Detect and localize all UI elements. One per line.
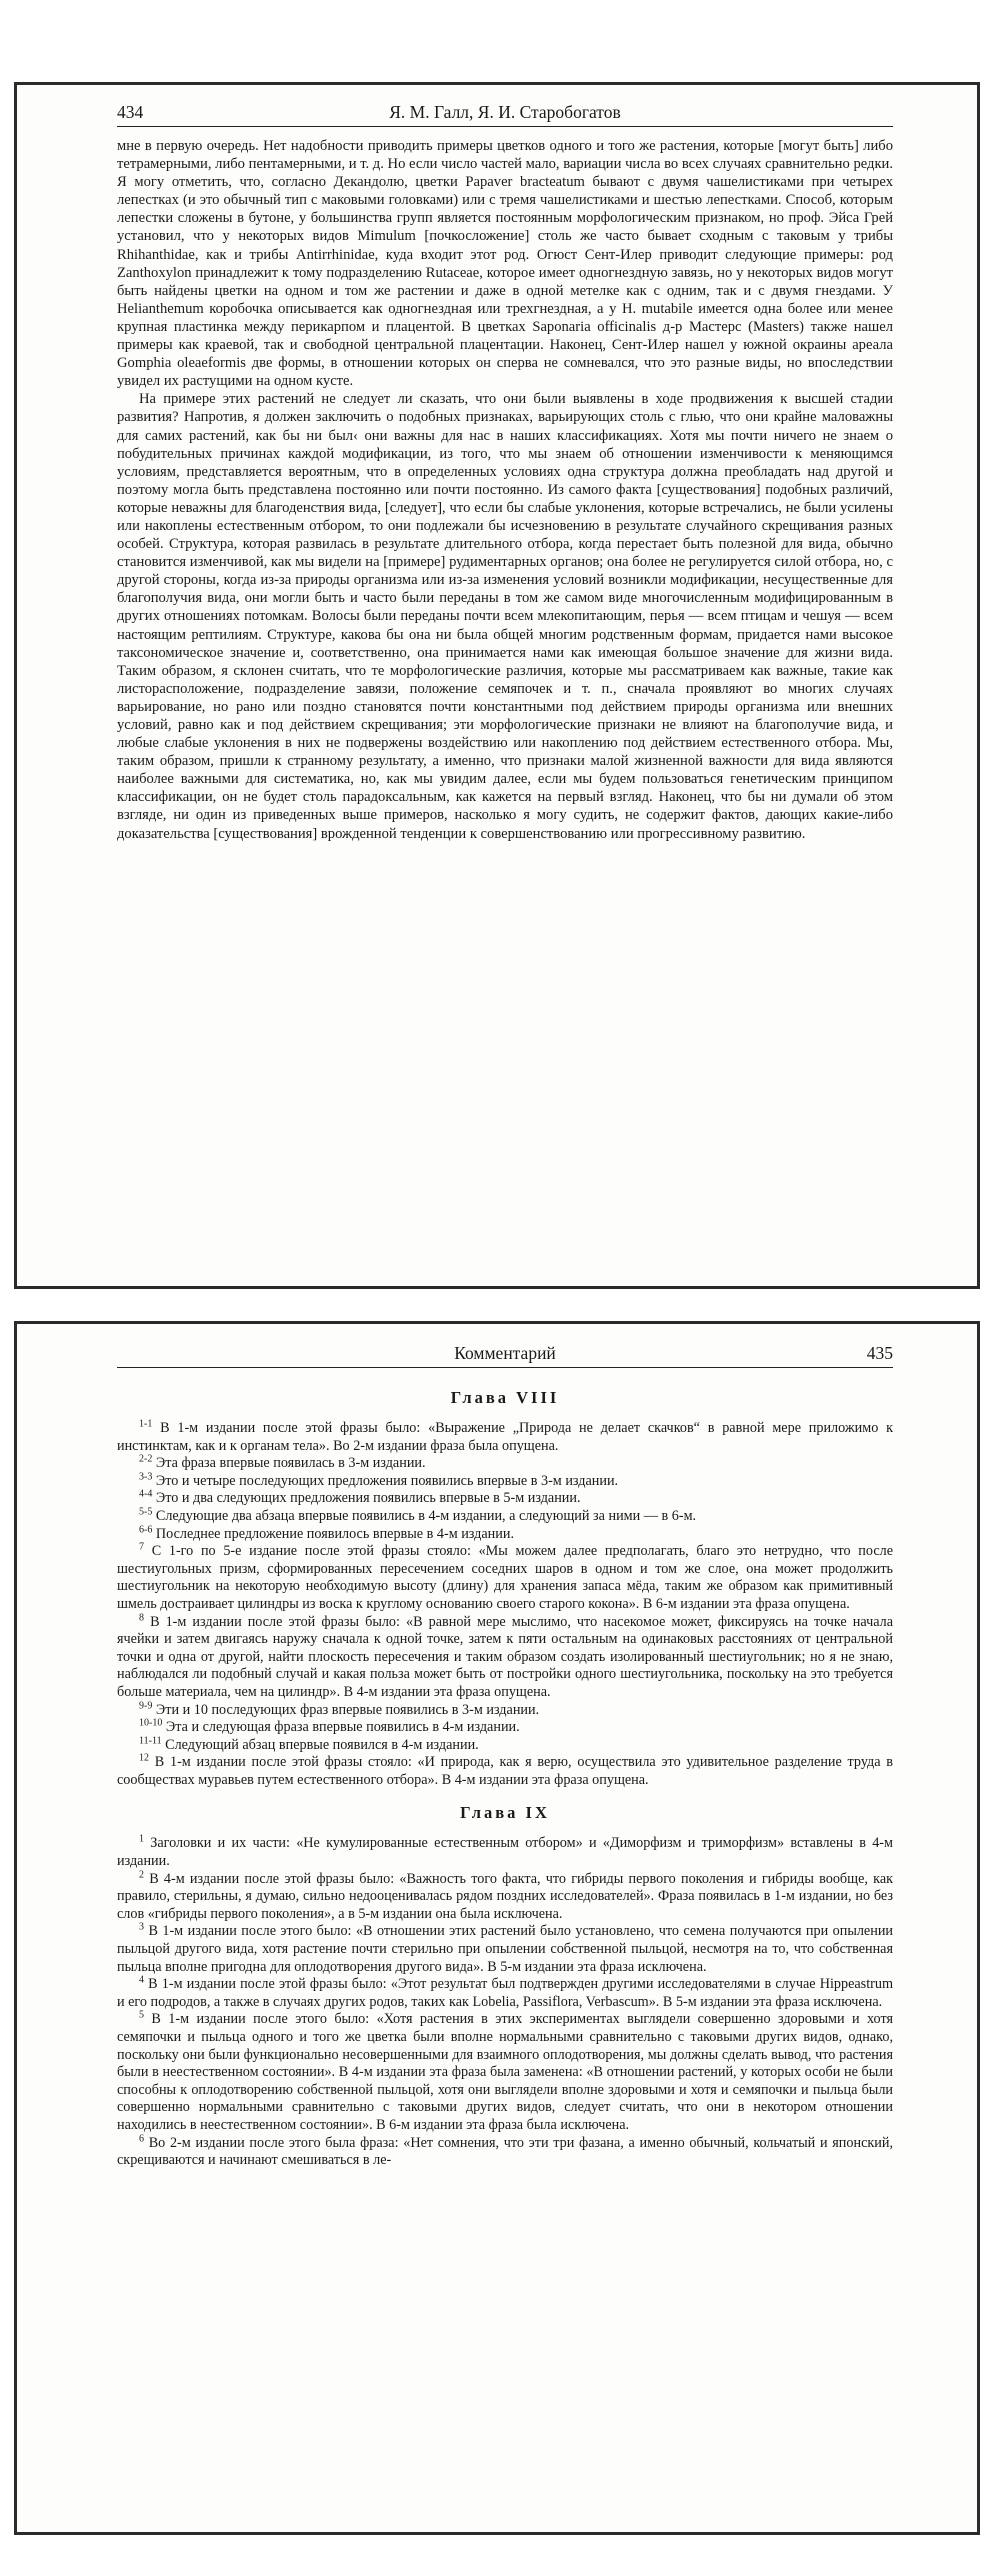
running-head-title: Я. М. Галл, Я. И. Старобогатов — [389, 102, 621, 122]
footnote-marker: 3 — [139, 1921, 144, 1933]
footnote-text: В 1-м издании после этой фразы было: «Этот результат был подтвержден другими исследователями в случае Hippeastrum и его подродов, а также в случаях других родов, таких как Lobelia, Passiflora, Verbascum». В 5-м издании эта фраза исключена. — [117, 1976, 893, 2010]
footnote — [117, 1699, 893, 1720]
chapter-heading: Глава VIII — [450, 1388, 560, 1407]
footnote-marker: 1 — [139, 1833, 144, 1845]
chapter-heading: Глава IX — [460, 1803, 550, 1823]
header-rule — [117, 126, 893, 127]
footnote — [117, 2132, 893, 2170]
footnote-text: Во 2-м издании после этого была фраза: «Нет сомнения, что эти три фазана, а именно обычный, кольчатый и японский, скрещиваются и начинают смешиваться в ле- — [117, 2134, 893, 2169]
footnote — [117, 1455, 893, 1473]
footnote-marker: 11-11 — [139, 1734, 162, 1746]
book-page-434 — [14, 82, 980, 1289]
footnote — [117, 1611, 894, 1702]
footnote-marker: 6-6 — [139, 1523, 153, 1535]
footnote-marker: 3-3 — [139, 1471, 153, 1483]
footnote-text: В 4-м издании после этой фразы было: «Важность того факта, что гибриды первого поколения и гибриды вообще, как правило, стерильны, я думаю, сильно недооценивалась рядом поздних исследователей». Фраза появилась в 1-м издании, но без слов «гибриды первого поколения», а в 5-м издании она была исключена. — [117, 1870, 894, 1922]
footnote — [117, 1473, 893, 1491]
footnote — [117, 1976, 893, 2011]
footnote — [117, 1508, 893, 1526]
footnote — [117, 1523, 893, 1544]
footnote-marker: 7 — [139, 1541, 144, 1553]
page-number: 435 — [866, 1343, 893, 1363]
footnote-marker: 2-2 — [139, 1453, 153, 1465]
paragraph: На примере этих растений не следует ли сказать, что они были выявлены в ходе продвижения к высшей стадии развития? Напротив, я должен заключить о подобных признаках, варьирующих столь с глью, что они крайне маловажны для самих растений, как бы ни был‹ они важны для нас в наших классификациях. Хотя мы почти ничего не знаем о побудительных причинах каждой модификации, из того, что мы знаем об отношении изменчивости к меняющимся условиям, представляется вероятным, что в определенных условиях одна структура должна преобладать над другой и поэтому могла быть представлена постоянно или почти постоянно. Из самого факта [существования] подобных различий, которые неважны для благоденствия вида, [следует], что если бы слабые уклонения, которые встречались, не были усилены или накоплены естественным отбором, то они подлежали бы исчезновению в результате случайного скрещивания разных особей. Структура, которая развилась в результате длительного отбора, когда перестает быть полезной для вида, обычно становится изменчивой, как мы видели на [примере] рудиментарных органов; она более не регулируется силой отбора, но, с другой стороны, когда из-за природы организма или из-за изменения условий возникли модификации, несущественные для благополучия вида, они могли быть и часто были переданы в том же самом виде многочисленным модифицированным в других отношениях потомкам. Волосы были переданы почти всем млекопитающим, перья — всем птицам и чешуя — всем настоящим рептилиям. Структуре, какова бы она ни была общей многим родственным формам, придается нами высокое таксономическое значение и, соответственно, она принимается нами как имеющая большое значение для жизни вида. Таким образом, я склонен считать, что те морфологические различия, которые мы рассматриваем как важные, такие как листорасположение, подразделение завязи, положение семяпочек и т. п., сначала проявляют во многих случаях варьирование, но рано или поздно становятся почти константными под действием природы организма или внешних условий, равно как и под действием скрещивания; эти морфологические признаки не влияют на благополучие вида, и любые слабые уклонения в них не подвержены воздействию или накоплению под действием естественного отбора. Мы, таким образом, пришли к странному результату, а именно, что признаки малой жизненной важности для вида являются наиболее важными для систематика, но, как мы увидим далее, если мы будем пользоваться генетическим принципом классификации, он не будет столь парадоксальным, как кажется на первый взгляд. Наконец, что бы ни думали об этом взгляде, ни один из приведенных выше примеров, насколько я могу судить, не содержит фактов, дающих какие-либо доказательства [существования] врожденной тенденции к совершенствованию или прогрессивному развитию. — [117, 391, 893, 842]
footnote — [117, 1490, 893, 1508]
page-number: 434 — [117, 102, 144, 122]
footnote-text: Эта и следующая фраза впервые появились в 4-м издании. — [165, 1719, 520, 1736]
footnote — [117, 1543, 893, 1613]
footnote-marker: 1-1 — [139, 1418, 153, 1430]
body-text — [117, 137, 893, 843]
footnote — [117, 1734, 893, 1755]
chapter-ix-notes — [117, 1835, 893, 2169]
footnote — [117, 1719, 893, 1737]
footnote-marker: 9-9 — [139, 1699, 153, 1711]
header-rule — [117, 1367, 893, 1368]
footnote-text: В 1-м издании после этого было: «Хотя растения в этих экспериментах выглядели совершенно здоровыми и хотя семяпочки и пыльца одного и того же цветка были вполне нормальными сравнительно с таковыми других видов, однако, поскольку они были функционально несовершенными для взаимного оплодотворения, мы должны сделать вывод, что растения были в неестественном состоянии». В 4-м издании эта фраза была заменена: «В отношении растений, у которых особи не были способны к оплодотворению собственной пыльцой, хотя они выглядели вполне здоровыми и хотя и семяпочки и пыльца были совершенно нормальными сравнительно с таковыми других видов, следует считать, что они в некотором отношении находились в неестественном состоянии». В 6-м издании эта фраза была исключена. — [117, 2011, 894, 2133]
footnote-text: Последнее предложение появилось впервые в 4-м издании. — [155, 1525, 514, 1542]
footnote-marker: 8 — [139, 1611, 144, 1623]
footnote-marker: 10-10 — [139, 1717, 163, 1729]
footnote — [117, 1868, 894, 1924]
footnote-marker: 4 — [139, 1974, 144, 1986]
footnote-text: Заголовки и их части: «Не кумулированные естественным отбором» и «Диморфизм и триморфизм» вставлены в 4-м издании. — [117, 1835, 893, 1870]
footnote-text: В 1-м издании после этой фразы было: «Выражение „Природа не делает скачков“ в равной мере приложимо к инстинктам, как и к органам тела». Во 2-м издании фраза была опущена. — [117, 1420, 893, 1454]
footnote-text: Это и четыре последующих предложения появились впервые в 3-м издании. — [155, 1472, 619, 1489]
footnote — [117, 1420, 893, 1455]
footnote — [117, 1835, 893, 1870]
footnote — [117, 1923, 893, 1976]
footnote-text: В 1-м издании после этой фразы было: «В равной мере мыслимо, что насекомое может, фиксируясь на точке начала ячейки и затем двигаясь наружу сначала к одной точке, затем к пяти остальным на одинаковых расстояниях от центральной точки и одна от другой, найти плоскость пересечения и таким образом создать изолированный шестиугольник; но я не знаю, наблюдался ли подобный случай и какая польза может быть от постройки одного шестиугольника, поскольку на это требуется больше материала, чем на цилиндр». В 4-м издании эта фраза опущена. — [117, 1613, 894, 1700]
footnote-text: Это и два следующих предложения появились впервые в 5-м издании. — [155, 1490, 581, 1507]
footnote-text: Эта фраза впервые появилась в 3-м издании. — [155, 1455, 426, 1472]
book-page-435 — [14, 1321, 980, 2535]
running-header — [117, 1342, 893, 1364]
footnote-text: С 1-го по 5-е издание после этой фразы стояло: «Мы можем далее предполагать, благо это нетрудно, что после шестиугольных призм, сформированных пересечением соседних шаров в одном и том же слое, она может продолжить шестиугольник на некоторую необходимую высоту (длину) для хранения запаса мёда, таким же образом как примитивный шмель достраивает цилиндры из воска к круглому основанию своего старого кокона». В 6-м издании эта фраза опущена. — [117, 1543, 893, 1612]
footnote — [117, 1754, 893, 1789]
footnote-marker: 5 — [139, 2009, 144, 2021]
footnote-marker: 4-4 — [139, 1488, 153, 1500]
footnote-marker: 2 — [139, 1868, 144, 1880]
footnote-text: Эти и 10 последующих фраз впервые появились в 3-м издании. — [155, 1701, 540, 1718]
footnote-marker: 12 — [139, 1752, 149, 1764]
footnote-text: В 1-м издании после этого было: «В отношении этих растений было установлено, что семена получаются при опылении пыльцой другого вида, хотя растение почти стерильно при опылении собственной пыльцой, несмотря на то, что собственная пыльца вполне пригодна для оплодотворения другого вида». В 5-м издании эта фраза исключена. — [117, 1923, 894, 1975]
paragraph: мне в первую очередь. Нет надобности приводить примеры цветков одного и того же растения, которые [могут быть] либо тетрамерными, либо пентамерными, и т. д. Но если число частей мало, вариации числа во всех случаях сравнительно редки. Я могу отметить, что, согласно Декандолю, цветки Papaver bracteatum бывают с двумя чашелистиками при четырех лепестках (и это обычный тип с маковыми головками) или с тремя чашелистиками и шестью лепестками. Способ, которым лепестки сложены в бутоне, у большинства групп является постоянным морфологическим признаком, но проф. Эйса Грей установил, что у некоторых видов Mimulum [почкосложение] столь же часто бывает сходным с таковым у трибы Rhihanthidae, как и трибы Antirrhinidae, куда входит этот род. Огюст Сент-Илер приводит следующие примеры: род Zanthoxylon принадлежит к тому подразделению Rutaceae, которое имеет одногнездную завязь, но у некоторых видов могут быть найдены цветки на одном и том же растении и даже в одной метелке как с одним, так и с двумя гнездами. У Helianthemum коробочка описывается как одногнездная или трехгнездная, а у H. mutabile имеется одна более или менее крупная пластинка между перикарпом и плацентой. В цветках Saponaria officinalis д-р Мастерс (Masters) также нашел примеры как краевой, так и свободной центральной плацентации. Наконец, Сент-Илер нашел у южной окраины ареала Gomphia oleaeformis две формы, в отношении которых он сперва не сомневался, что это разные виды, но впоследствии увидел их растущими на одном кусте. — [117, 138, 893, 390]
chapter-viii-notes — [117, 1420, 893, 1789]
footnote-marker: 6 — [139, 2132, 144, 2144]
footnote-text: Следующий абзац впервые появился в 4-м издании. — [165, 1736, 479, 1753]
footnote-marker: 5-5 — [139, 1506, 153, 1518]
footnote-text: В 1-м издании после этой фразы стояло: «И природа, как я верю, осуществила это удивительное разделение труда в сообществах муравьев путем естественного отбора». В 4-м издании эта фраза опущена. — [117, 1754, 893, 1788]
footnote-text: Следующие два абзаца впервые появились в 4-м издании, а следующий за ними — в 6-м. — [155, 1507, 697, 1524]
running-head-title: Комментарий — [454, 1343, 556, 1363]
footnote — [117, 2011, 893, 2134]
commentary-body — [117, 1378, 893, 2170]
running-header — [117, 101, 893, 123]
